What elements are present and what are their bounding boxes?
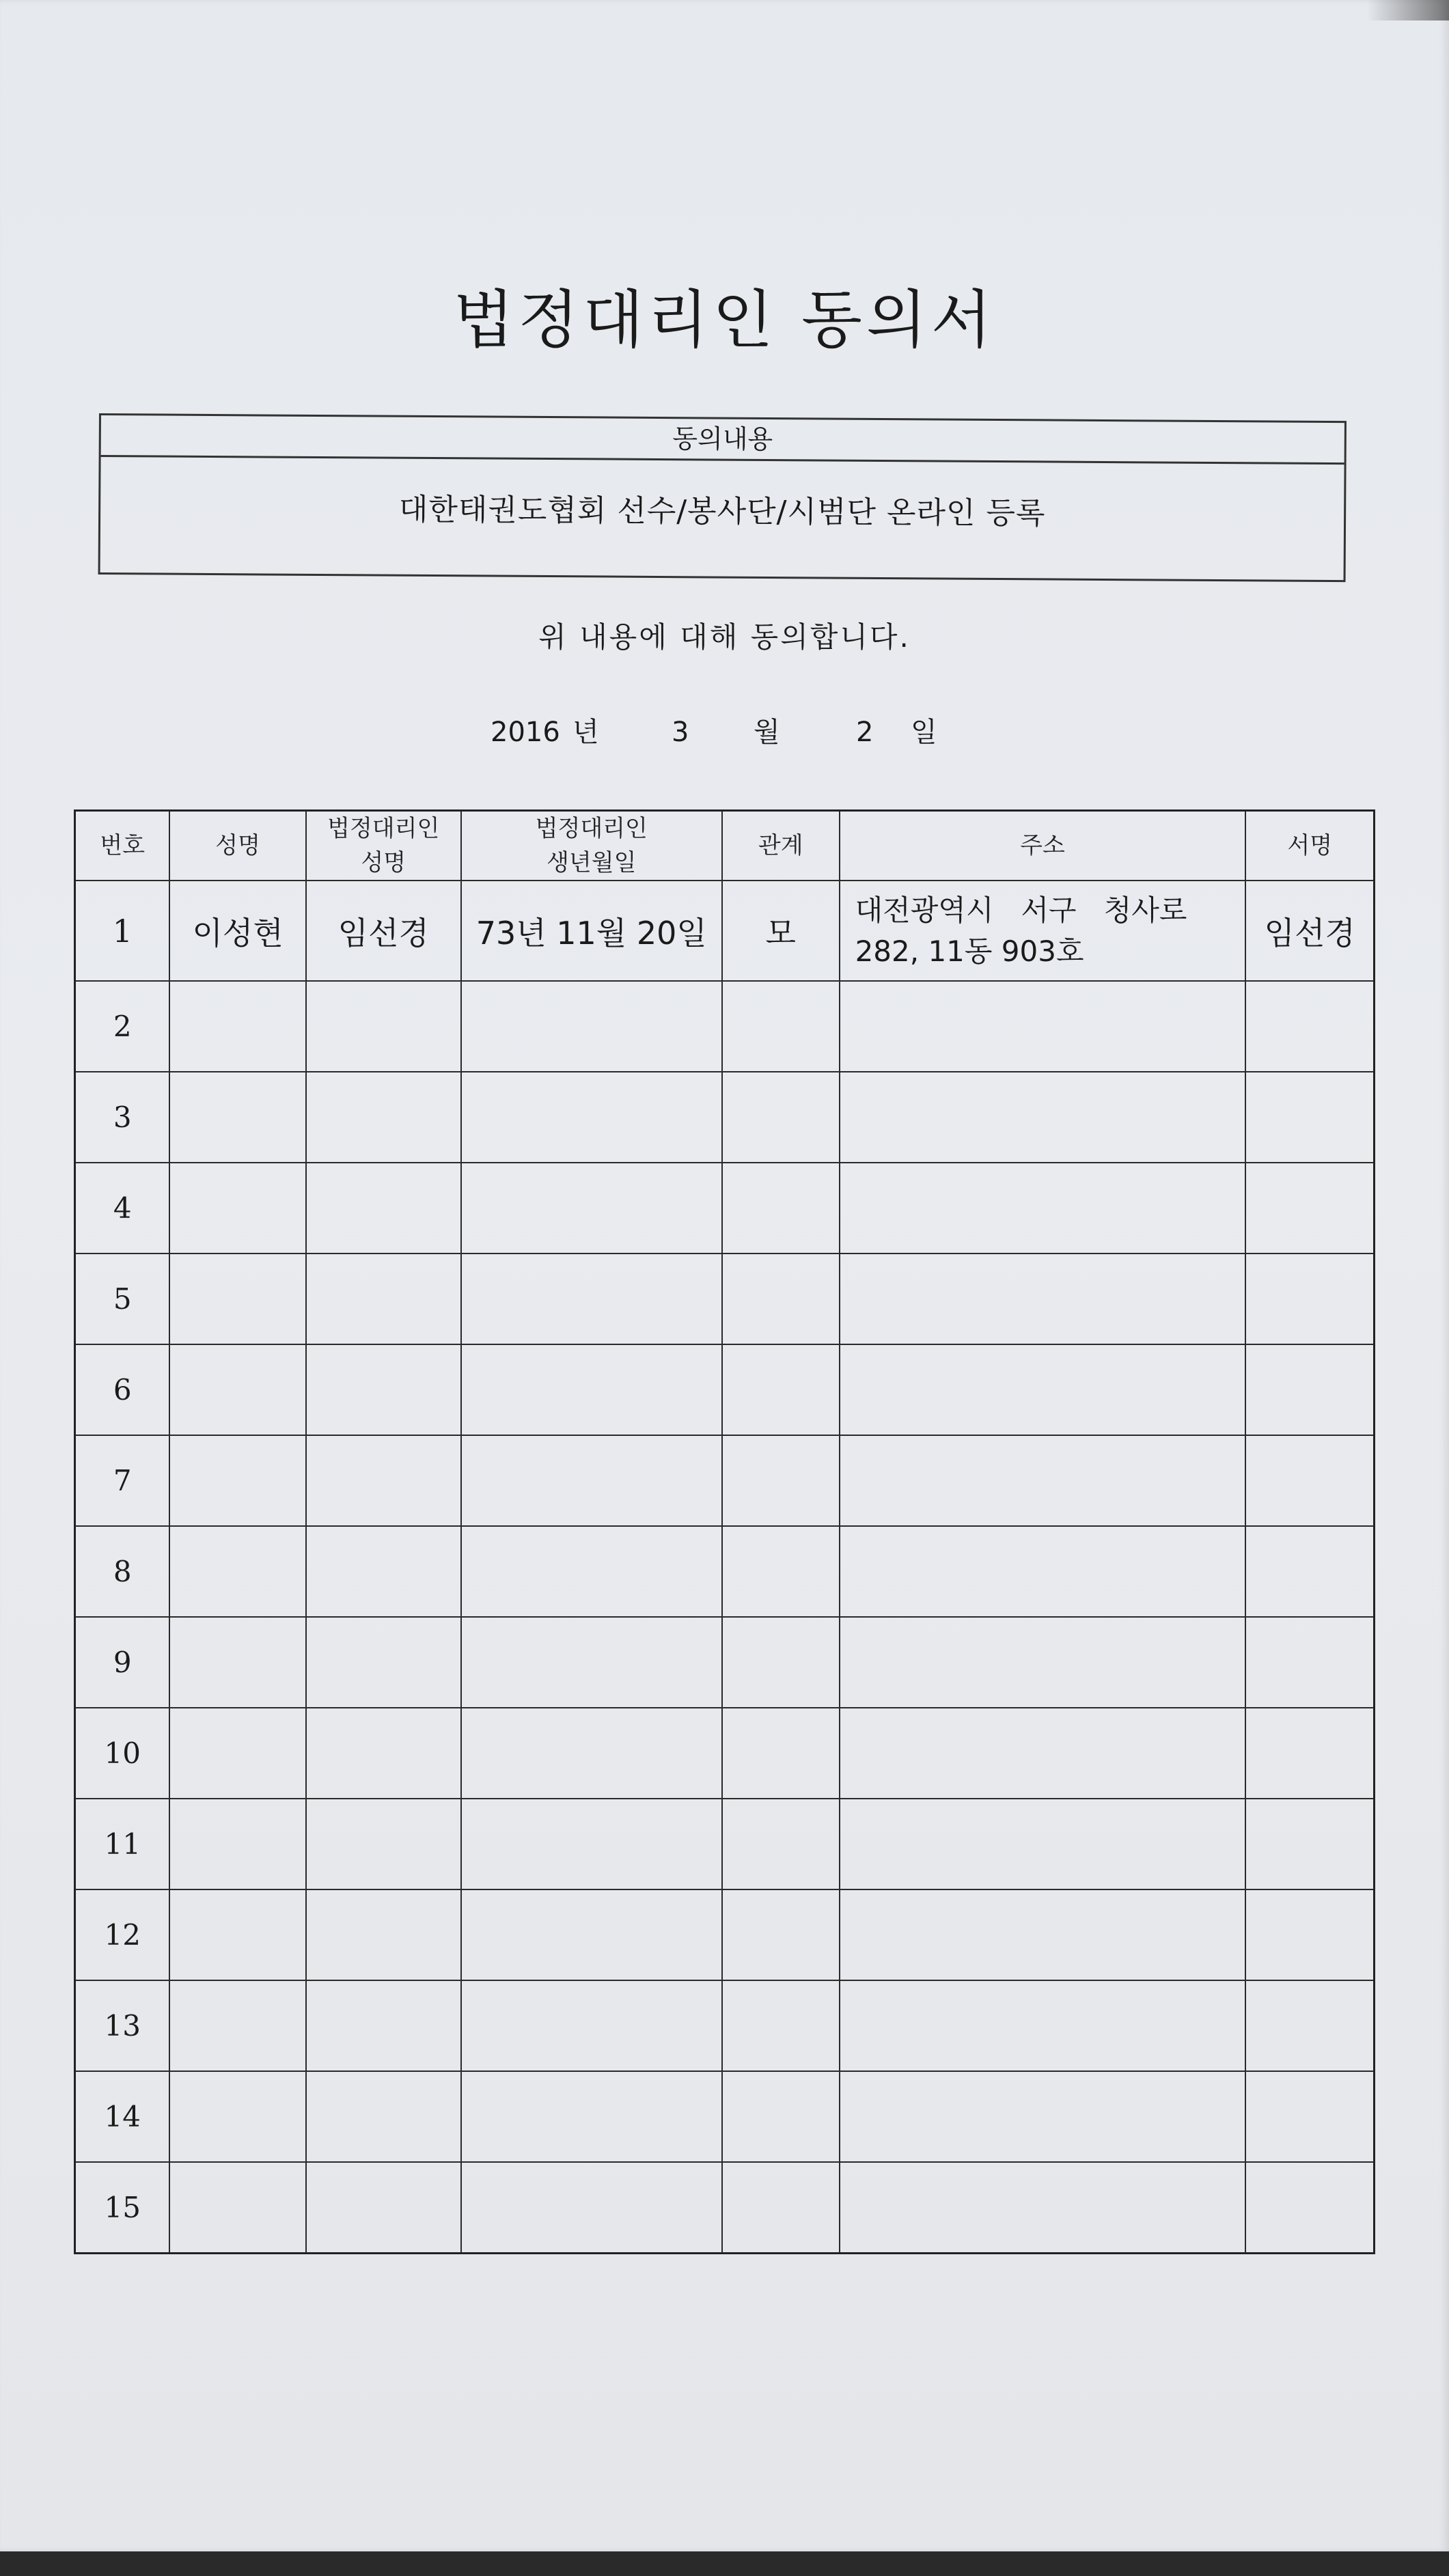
cell-guardian-birth bbox=[461, 1799, 722, 1889]
cell-no: 12 bbox=[75, 1889, 170, 1980]
cell-address bbox=[840, 1526, 1246, 1617]
consent-box bbox=[98, 413, 1347, 582]
cell-relation bbox=[722, 1163, 840, 1254]
cell-name bbox=[169, 981, 305, 1072]
cell-no: 10 bbox=[75, 1708, 170, 1799]
cell-no: 11 bbox=[75, 1799, 170, 1889]
cell-guardian-birth bbox=[461, 1526, 722, 1617]
roster-table-wrapper bbox=[74, 809, 1375, 2224]
cell-guardian-name bbox=[306, 1799, 461, 1889]
cell-address bbox=[840, 1889, 1246, 1980]
cell-relation bbox=[722, 1889, 840, 1980]
cell-no: 14 bbox=[75, 2071, 170, 2162]
cell-guardian-birth bbox=[461, 1254, 722, 1344]
cell-guardian-birth bbox=[461, 1980, 722, 2071]
cell-name bbox=[169, 1526, 305, 1617]
cell-no: 7 bbox=[75, 1435, 170, 1526]
table-row bbox=[75, 981, 1375, 1072]
table-row bbox=[75, 1254, 1375, 1344]
document-title: 법정대리인 동의서 bbox=[453, 283, 996, 357]
cell-no: 1 bbox=[75, 881, 170, 981]
cell-guardian-name bbox=[306, 1163, 461, 1254]
page-edge-shadow bbox=[1367, 0, 1449, 20]
cell-signature bbox=[1245, 1708, 1374, 1799]
cell-relation bbox=[722, 1344, 840, 1435]
cell-signature bbox=[1245, 1980, 1374, 2071]
cell-name bbox=[169, 1344, 305, 1435]
cell-address bbox=[840, 1617, 1246, 1708]
cell-address bbox=[840, 1163, 1246, 1254]
address-line1: 대전광역시 서구 청사로 bbox=[855, 893, 1187, 927]
table-row bbox=[75, 1799, 1375, 1889]
table-header-row bbox=[75, 811, 1375, 881]
cell-signature bbox=[1245, 981, 1374, 1072]
cell-name bbox=[169, 2162, 305, 2254]
table-row bbox=[75, 1980, 1375, 2071]
cell-guardian-birth bbox=[461, 2162, 722, 2254]
header-guardian-birth bbox=[461, 811, 722, 881]
cell-no: 8 bbox=[75, 1526, 170, 1617]
table-row bbox=[75, 1435, 1375, 1526]
table-row bbox=[75, 1889, 1375, 1980]
cell-address bbox=[840, 1254, 1246, 1344]
cell-name bbox=[169, 1799, 305, 1889]
cell-signature bbox=[1245, 1344, 1374, 1435]
table-row bbox=[75, 2071, 1375, 2162]
cell-address bbox=[840, 1980, 1246, 2071]
date-month: 3 bbox=[672, 717, 689, 748]
cell-name: 이성현 bbox=[169, 881, 305, 981]
cell-guardian-birth bbox=[461, 1344, 722, 1435]
cell-guardian-name bbox=[306, 1980, 461, 2071]
cell-relation bbox=[722, 2162, 840, 2254]
cell-guardian-birth bbox=[461, 1163, 722, 1254]
cell-signature: 임선경 bbox=[1245, 881, 1374, 981]
consent-content: 대한태권도협회 선수/봉사단/시범단 온라인 등록 bbox=[398, 492, 1046, 531]
header-guardian-birth-line1: 법정대리인 bbox=[535, 815, 648, 842]
cell-guardian-birth bbox=[461, 1435, 722, 1526]
cell-guardian-name bbox=[306, 1526, 461, 1617]
cell-no: 5 bbox=[75, 1254, 170, 1344]
cell-guardian-name bbox=[306, 1435, 461, 1526]
cell-signature bbox=[1245, 1072, 1374, 1163]
table-row bbox=[75, 1072, 1375, 1163]
cell-relation: 모 bbox=[722, 881, 840, 981]
cell-guardian-birth bbox=[461, 2071, 722, 2162]
agree-statement: 위 내용에 대해 동의합니다. bbox=[538, 620, 911, 654]
cell-relation bbox=[722, 1526, 840, 1617]
header-guardian-name-line1: 법정대리인 bbox=[327, 815, 440, 842]
cell-name bbox=[169, 1980, 305, 2071]
cell-no: 4 bbox=[75, 1163, 170, 1254]
cell-no: 13 bbox=[75, 1980, 170, 2071]
cell-guardian-name bbox=[306, 1344, 461, 1435]
table-row bbox=[75, 1163, 1375, 1254]
date-day-unit: 일 bbox=[911, 717, 937, 748]
cell-name bbox=[169, 1708, 305, 1799]
cell-guardian-birth bbox=[461, 1072, 722, 1163]
cell-address bbox=[840, 1072, 1246, 1163]
cell-guardian-name bbox=[306, 2071, 461, 2162]
date-day: 2 bbox=[856, 717, 874, 748]
cell-address bbox=[840, 1799, 1246, 1889]
cell-guardian-name bbox=[306, 2162, 461, 2254]
cell-guardian-birth: 73년 11월 20일 bbox=[461, 881, 722, 981]
cell-signature bbox=[1245, 2162, 1374, 2254]
header-relation: 관계 bbox=[722, 811, 840, 881]
roster-table bbox=[74, 809, 1375, 2254]
cell-signature bbox=[1245, 2071, 1374, 2162]
cell-relation bbox=[722, 1708, 840, 1799]
cell-name bbox=[169, 1435, 305, 1526]
cell-address bbox=[840, 1435, 1246, 1526]
cell-relation bbox=[722, 1980, 840, 2071]
cell-address bbox=[840, 2162, 1246, 2254]
cell-relation bbox=[722, 1072, 840, 1163]
cell-no: 9 bbox=[75, 1617, 170, 1708]
cell-no: 15 bbox=[75, 2162, 170, 2254]
cell-guardian-name: 임선경 bbox=[306, 881, 461, 981]
cell-name bbox=[169, 1254, 305, 1344]
cell-relation bbox=[722, 1617, 840, 1708]
cell-address bbox=[840, 2071, 1246, 2162]
cell-name bbox=[169, 1163, 305, 1254]
date-year-unit: 년 bbox=[572, 717, 599, 748]
table-row bbox=[75, 881, 1375, 981]
cell-signature bbox=[1245, 1163, 1374, 1254]
cell-signature bbox=[1245, 1889, 1374, 1980]
table-row bbox=[75, 1708, 1375, 1799]
cell-no: 3 bbox=[75, 1072, 170, 1163]
cell-relation bbox=[722, 981, 840, 1072]
consent-header: 동의내용 bbox=[101, 415, 1344, 465]
cell-address bbox=[840, 981, 1246, 1072]
table-row bbox=[75, 1617, 1375, 1708]
cell-address bbox=[840, 1708, 1246, 1799]
header-name: 성명 bbox=[169, 811, 305, 881]
header-guardian-name-line2: 성명 bbox=[361, 849, 406, 876]
cell-no: 6 bbox=[75, 1344, 170, 1435]
cell-name bbox=[169, 1889, 305, 1980]
cell-name bbox=[169, 2071, 305, 2162]
address-line2: 282, 11동 903호 bbox=[855, 934, 1084, 968]
cell-guardian-birth bbox=[461, 1617, 722, 1708]
cell-guardian-name bbox=[306, 1617, 461, 1708]
date-year: 2016 bbox=[491, 717, 560, 748]
date-line bbox=[491, 710, 937, 749]
cell-name bbox=[169, 1617, 305, 1708]
cell-guardian-birth bbox=[461, 1708, 722, 1799]
cell-guardian-birth bbox=[461, 1889, 722, 1980]
header-guardian-birth-line2: 생년월일 bbox=[547, 849, 637, 876]
cell-relation bbox=[722, 1254, 840, 1344]
header-address: 주소 bbox=[840, 811, 1246, 881]
cell-guardian-name bbox=[306, 1254, 461, 1344]
cell-signature bbox=[1245, 1799, 1374, 1889]
cell-guardian-name bbox=[306, 1889, 461, 1980]
roster-body bbox=[75, 881, 1375, 2254]
cell-no: 2 bbox=[75, 981, 170, 1072]
header-signature: 서명 bbox=[1245, 811, 1374, 881]
table-row bbox=[75, 1526, 1375, 1617]
cell-address bbox=[840, 1344, 1246, 1435]
cell-signature bbox=[1245, 1254, 1374, 1344]
header-guardian-name bbox=[306, 811, 461, 881]
cell-relation bbox=[722, 1799, 840, 1889]
table-row bbox=[75, 1344, 1375, 1435]
cell-signature bbox=[1245, 1435, 1374, 1526]
date-month-unit: 월 bbox=[754, 717, 780, 748]
cell-guardian-name bbox=[306, 1072, 461, 1163]
cell-name bbox=[169, 1072, 305, 1163]
cell-guardian-name bbox=[306, 981, 461, 1072]
cell-relation bbox=[722, 1435, 840, 1526]
cell-signature bbox=[1245, 1526, 1374, 1617]
header-no: 번호 bbox=[75, 811, 170, 881]
cell-address bbox=[840, 881, 1246, 981]
table-row bbox=[75, 2162, 1375, 2254]
cell-signature bbox=[1245, 1617, 1374, 1708]
cell-guardian-birth bbox=[461, 981, 722, 1072]
cell-relation bbox=[722, 2071, 840, 2162]
cell-guardian-name bbox=[306, 1708, 461, 1799]
